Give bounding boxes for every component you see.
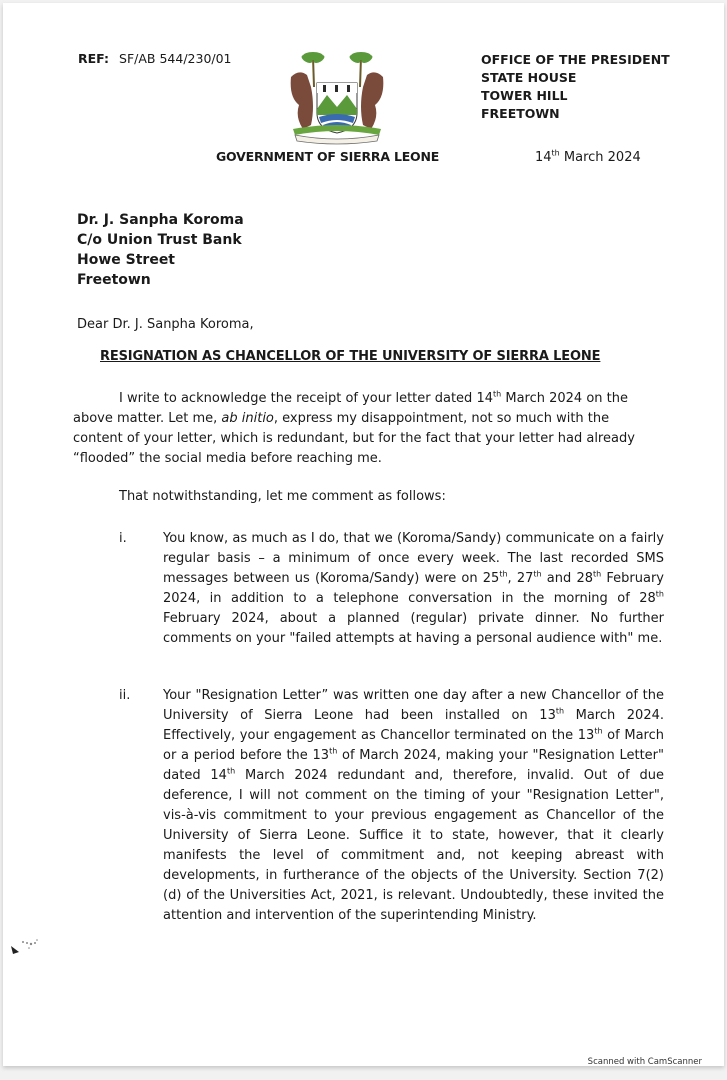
ref-label: REF: <box>78 51 110 66</box>
office-line: STATE HOUSE <box>481 70 577 85</box>
ref-value: SF/AB 544/230/01 <box>119 51 232 66</box>
salutation: Dear Dr. J. Sanpha Koroma, <box>77 317 254 332</box>
recipient-line: Dr. J. Sanpha Koroma <box>77 212 244 228</box>
letter-date: 14th March 2024 <box>535 148 641 165</box>
opening-paragraph: I write to acknowledge the receipt of your letter dated 14th March 2024 on the above matter. Let me, ab initio, express my disappointment, not so much with the content of your letter, which is redundant, but for the fact that your letter had already “flooded” the social media before reaching me. <box>73 389 635 466</box>
scanner-watermark: Scanned with CamScanner <box>587 1057 702 1067</box>
office-line: FREETOWN <box>481 106 560 121</box>
office-line: TOWER HILL <box>481 88 568 103</box>
recipient-address <box>77 210 244 290</box>
recipient-line: Freetown <box>77 272 151 288</box>
sender-address <box>481 51 670 123</box>
list-item-text: You know, as much as I do, that we (Koroma/Sandy) communicate on a fairly regular basis – a minimum of once every week. The last recorded SMS messages between us (Koroma/Sandy) were on 25th, 27th and 28th February 2024, in addition to a telephone conversation in the morning of 28th February 2024, about a planned (regular) private dinner. No further comments on your "failed attempts at having a personal audience with" me. <box>163 531 664 646</box>
office-line: OFFICE OF THE PRESIDENT <box>481 52 670 67</box>
recipient-line: Howe Street <box>77 252 175 268</box>
list-item-number: ii. <box>119 688 131 703</box>
subject-heading: RESIGNATION AS CHANCELLOR OF THE UNIVERSITY OF SIERRA LEONE <box>100 349 601 364</box>
list-item-number: i. <box>119 531 127 546</box>
list-item-text: Your "Resignation Letter” was written one day after a new Chancellor of the University of Sierra Leone had been installed on 13th March 2024. Effectively, your engagement as Chancellor terminated on the 13th of March or a period before the 13th of March 2024, making your "Resignation Letter" dated 14th March 2024 redundant and, therefore, invalid. Out of due deference, I will not comment on the timing of your "Resignation Letter", vis-à-vis commitment to your previous engagement as Chancellor of the University of Sierra Leone. Suffice it to state, however, that it clearly manifests the level of commitment and, not keeping abreast with developments, in furtherance of the objects of the University. Section 7(2) (d) of the Universities Act, 2021, is relevant. Undoubtedly, these invited the attention and intervention of the superintending Ministry. <box>163 688 665 923</box>
transition-paragraph: That notwithstanding, let me comment as follows: <box>119 489 446 504</box>
coat-of-arms-icon <box>281 47 393 147</box>
government-label: GOVERNMENT OF SIERRA LEONE <box>216 149 440 164</box>
recipient-line: C/o Union Trust Bank <box>77 232 242 248</box>
scanned-letter-page <box>3 3 724 1066</box>
reference-number <box>78 51 232 66</box>
scan-smudge-mark <box>7 938 47 962</box>
